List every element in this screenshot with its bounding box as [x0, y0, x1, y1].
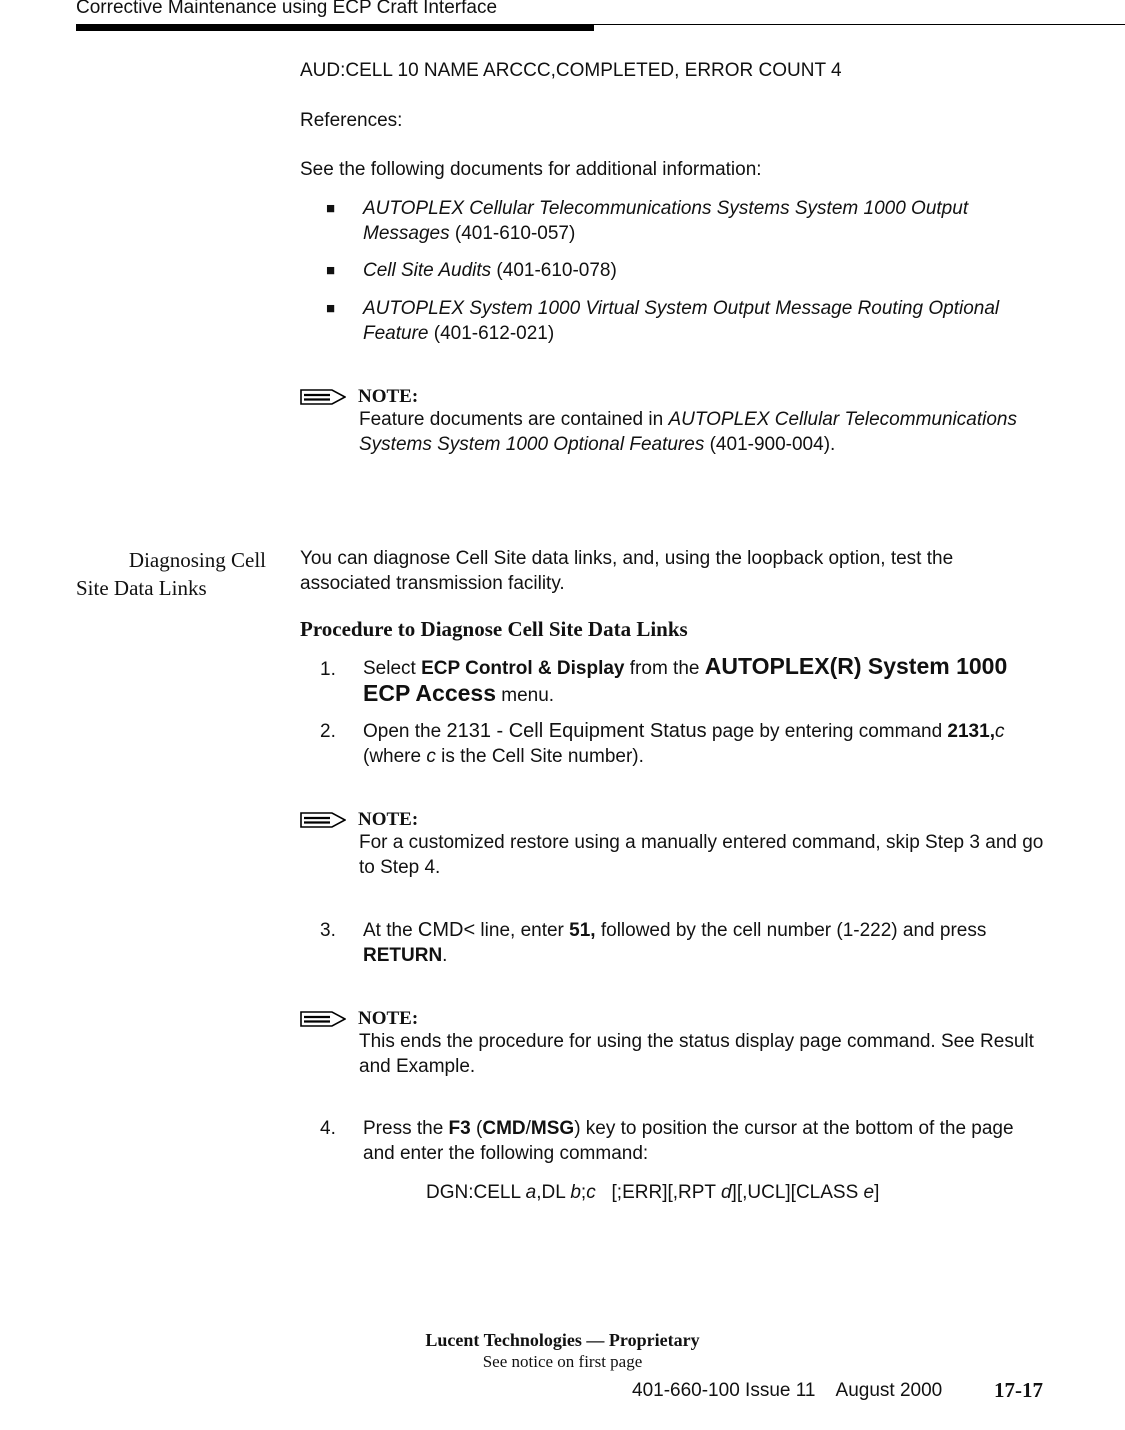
footer-notice: See notice on first page — [482, 1352, 643, 1371]
section-side-heading: Diagnosing Cell Site Data Links — [76, 548, 266, 600]
bullet-icon: ■ — [326, 262, 336, 279]
note-arrow-icon — [300, 1011, 346, 1027]
key-name: F3 — [448, 1118, 471, 1139]
step-2-text: Open the 2131 - Cell Equipment Status page by entering command 2131,c (where c is the Cell Site number). — [363, 720, 1005, 767]
reference-title: AUTOPLEX Cellular Telecommunications Systems System 1000 Output Messages — [363, 198, 969, 244]
step-number: 3. — [320, 920, 336, 941]
audit-output-line: AUD:CELL 10 NAME ARCCC,COMPLETED, ERROR COUNT 4 — [300, 60, 842, 81]
reference-title: Cell Site Audits — [363, 260, 492, 281]
reference-number: (401-610-057) — [449, 223, 576, 244]
note-arrow-icon — [300, 812, 346, 828]
note-arrow-icon — [300, 389, 346, 405]
note-label: NOTE: — [358, 386, 419, 407]
step-3-text: At the CMD< line, enter 51, followed by the cell number (1-222) and press RETURN. — [363, 919, 987, 966]
procedure-heading: Procedure to Diagnose Cell Site Data Links — [300, 617, 688, 641]
reference-item — [363, 258, 1053, 283]
menu-name: AUTOPLEX(R) System 1000 ECP Access — [363, 653, 1008, 706]
page-number: 17-17 — [994, 1378, 1043, 1402]
reference-title: AUTOPLEX System 1000 Virtual System Output Message Routing Optional Feature — [363, 298, 1000, 344]
reference-number: (401-610-078) — [491, 260, 617, 281]
document-title: AUTOPLEX Cellular Telecommunications Systems System 1000 Optional Features — [359, 409, 1017, 455]
running-header: Corrective Maintenance using ECP Craft Interface — [76, 0, 498, 18]
page-name: 2131 - Cell Equipment Status — [446, 720, 707, 742]
reference-number: (401-612-021) — [428, 323, 555, 344]
command-text: 2131, — [947, 721, 995, 742]
command-text: 51, — [569, 920, 596, 941]
step-number: 4. — [320, 1118, 336, 1139]
bullet-icon: ■ — [326, 300, 336, 317]
see-following-text: See the following documents for additional information: — [300, 159, 762, 180]
note-body: For a customized restore using a manually entered command, skip Step 3 and go to Step 4. — [359, 832, 1044, 878]
step-1-text: Select ECP Control & Display from the AUTOPLEX(R) System 1000 ECP Access menu. — [363, 653, 1008, 706]
command-line-name: CMD< — [417, 919, 476, 941]
section-intro: You can diagnose Cell Site data links, and, using the loopback option, test the associated transmission facility. — [300, 548, 954, 594]
header-rule-thick — [76, 25, 594, 31]
reference-item — [363, 296, 1003, 346]
menu-item-name: ECP Control & Display — [421, 658, 625, 679]
step-4-text: Press the F3 (CMD/MSG) key to position the cursor at the bottom of the page and enter the following command: — [363, 1118, 1014, 1164]
reference-item — [363, 196, 1053, 246]
footer-doc-info: 401-660-100 Issue 11 August 2000 — [632, 1380, 943, 1401]
command-syntax: DGN:CELL a,DL b;c [;ERR][,RPT d][,UCL][CLASS e] — [426, 1182, 880, 1203]
note-body: This ends the procedure for using the status display page command. See Result and Example. — [359, 1031, 1034, 1077]
step-number: 1. — [320, 659, 336, 680]
references-label: References: — [300, 110, 403, 131]
note-body: Feature documents are contained in AUTOPLEX Cellular Telecommunications Systems System 1000 Optional Features (401-900-004). — [359, 409, 1017, 455]
note-label: NOTE: — [358, 809, 419, 830]
footer-proprietary: Lucent Technologies — Proprietary — [425, 1330, 700, 1350]
step-number: 2. — [320, 721, 336, 742]
note-label: NOTE: — [358, 1008, 419, 1029]
key-name: RETURN — [363, 945, 443, 966]
bullet-icon: ■ — [326, 200, 336, 217]
